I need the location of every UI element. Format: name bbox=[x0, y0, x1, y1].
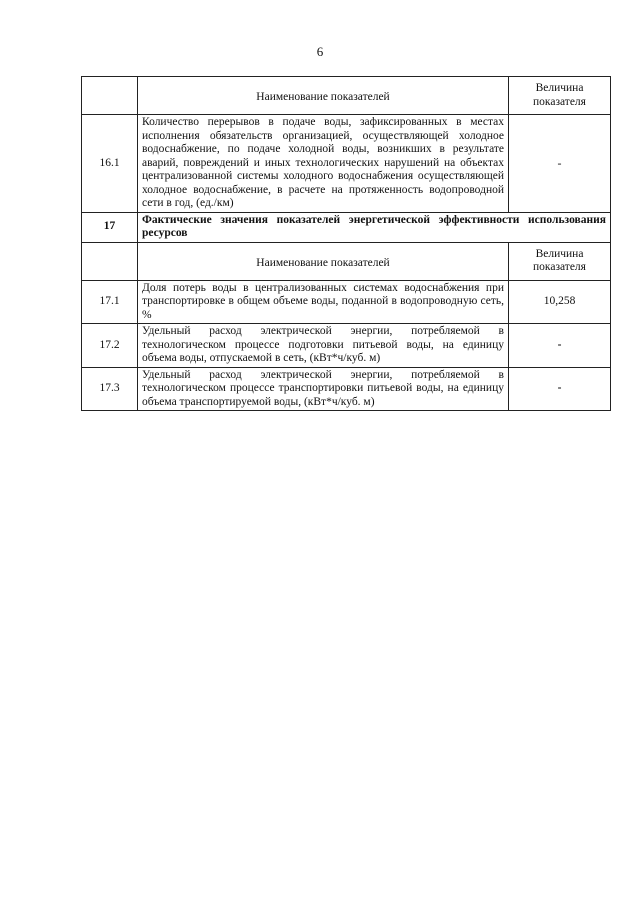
header-number-cell bbox=[82, 77, 138, 115]
table-row bbox=[82, 115, 611, 213]
row-number: 17.3 bbox=[82, 367, 138, 411]
indicators-table bbox=[81, 76, 611, 411]
row-value: - bbox=[509, 367, 611, 411]
section-number: 17 bbox=[82, 212, 138, 242]
row-description: Количество перерывов в подаче воды, зафиксированных в местах исполнения обязательств организацией, осуществляющей холодное водоснабжение, по подаче холодной воды, возникших в результате аварий, повреждений и иных технологических нарушений на объектах централизованной системы холодного водоснабжения осуществляющей холодное водоснабжение, в расчете на протяженность водопроводной сети в год, (ед./км) bbox=[138, 115, 509, 213]
header-number-cell bbox=[82, 242, 138, 280]
row-value: 10,258 bbox=[509, 280, 611, 324]
header-name-cell: Наименование показателей bbox=[138, 77, 509, 115]
row-number: 17.1 bbox=[82, 280, 138, 324]
row-description: Удельный расход электрической энергии, потребляемой в технологическом процессе подготовки питьевой воды, на единицу объема воды, отпускаемой в сеть, (кВт*ч/куб. м) bbox=[138, 324, 509, 368]
table-row bbox=[82, 367, 611, 411]
table-row bbox=[82, 280, 611, 324]
table-header-row bbox=[82, 242, 611, 280]
header-value-cell: Величина показателя bbox=[509, 242, 611, 280]
table-header-row bbox=[82, 77, 611, 115]
section-row bbox=[82, 212, 611, 242]
section-title: Фактические значения показателей энергетической эффективности использования ресурсов bbox=[138, 212, 611, 242]
row-number: 16.1 bbox=[82, 115, 138, 213]
table-row bbox=[82, 324, 611, 368]
header-value-cell: Величина показателя bbox=[509, 77, 611, 115]
row-description: Удельный расход электрической энергии, потребляемой в технологическом процессе транспортировки питьевой воды, на единицу объема транспортируемой воды, (кВт*ч/куб. м) bbox=[138, 367, 509, 411]
page-number: 6 bbox=[316, 44, 324, 59]
row-value: - bbox=[509, 115, 611, 213]
row-number: 17.2 bbox=[82, 324, 138, 368]
row-value: - bbox=[509, 324, 611, 368]
row-description: Доля потерь воды в централизованных системах водоснабжения при транспортировке в общем объеме воды, поданной в водопроводную сеть, % bbox=[138, 280, 509, 324]
header-name-cell: Наименование показателей bbox=[138, 242, 509, 280]
